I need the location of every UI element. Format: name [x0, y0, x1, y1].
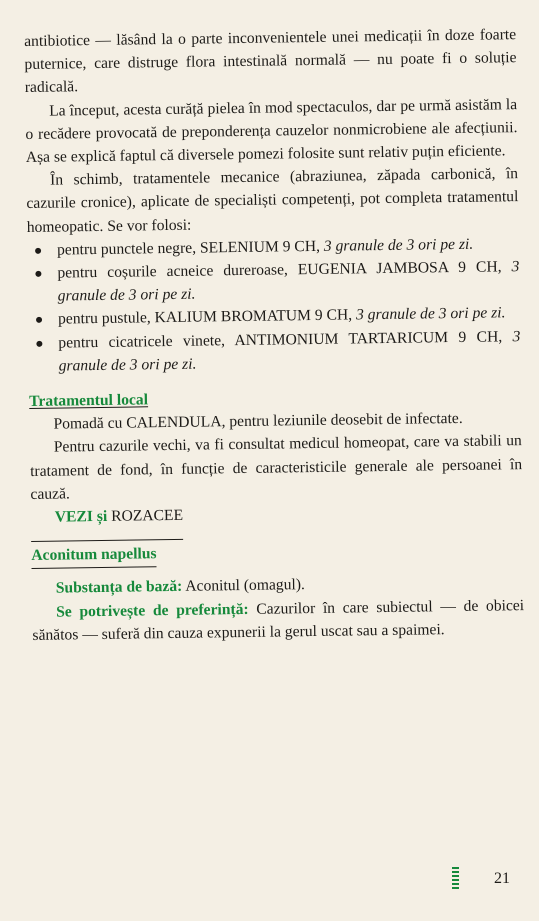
- paragraph-in-schimb: În schimb, tratamentele mecanice (abraziunea, zăpada carbonică, în cazurile cronice), aplicate de specialiști competenți, pot completa tratamentul homeopatic. Se vor folosi:: [26, 165, 519, 236]
- paragraph-inceput: La început, acesta curăță pielea în mod spectaculos, dar pe urmă asistăm la o recădere provocată de preponderența cauzelor nonmicrobiene ale afecțiunii. Așa se explică faptul că diversele pomezi folosite sunt relativ puțin eficiente.: [25, 95, 518, 167]
- substance-value: Aconitul (omagul).: [182, 576, 305, 596]
- page-content: [24, 23, 525, 647]
- preference-label: Se potrivește de preferință:: [56, 600, 249, 621]
- paragraph-calendula: Pomadă cu CALENDULA, pentru leziunile deosebit de infectate.: [53, 410, 463, 433]
- substance-label: Substanța de bază:: [55, 578, 183, 598]
- treatment-dose: 3 granule de 3 ori pe zi.: [57, 258, 520, 305]
- list-item: [57, 255, 520, 308]
- treatment-text: pentru pustule, KALIUM BROMATUM 9 CH,: [57, 306, 357, 328]
- section-heading-local: Tratamentul local: [29, 391, 149, 411]
- page-edge-marker: [452, 867, 459, 891]
- treatment-dose: 3 granule de 3 ori pe zi.: [58, 327, 521, 375]
- see-also-label: VEZI și: [54, 507, 108, 526]
- page-number: 21: [494, 870, 510, 887]
- see-also-target: ROZACEE: [111, 506, 184, 525]
- treatment-text: pentru punctele negre, SELENIUM 9 CH,: [56, 237, 324, 259]
- treatment-dose: 3 granule de 3 ori pe zi.: [323, 235, 474, 255]
- treatment-dose: 3 granule de 3 ori pe zi.: [355, 304, 506, 324]
- preference-line: [32, 594, 525, 647]
- list-item: [58, 325, 521, 378]
- treatment-list: [27, 232, 521, 378]
- preference-value: Cazurilor în care subiectul — de obicei sănătos — suferă din cauza expunerii la gerul uscat sau a spaimei.: [32, 596, 525, 644]
- paragraph-antibiotice: antibiotice — lăsând la o parte inconvenientele unei medicații în doze foarte puternice, care distruge flora intestinală normală — nu poate fi o soluție radicală.: [24, 26, 517, 97]
- treatment-text: pentru coșurile acneice dureroase, EUGENIA JAMBOSA 9 CH,: [57, 258, 512, 282]
- paragraph-cazuri-vechi: Pentru cazurile vechi, va fi consultat medicul homeopat, care va stabili un tratament de fond, în funcție de caracteristicile generale ale persoanei în cauză.: [30, 432, 523, 503]
- treatment-text: pentru cicatricele vinete, ANTIMONIUM TARTARICUM 9 CH,: [58, 327, 513, 352]
- section-heading-aconitum: Aconitum napellus: [31, 542, 157, 569]
